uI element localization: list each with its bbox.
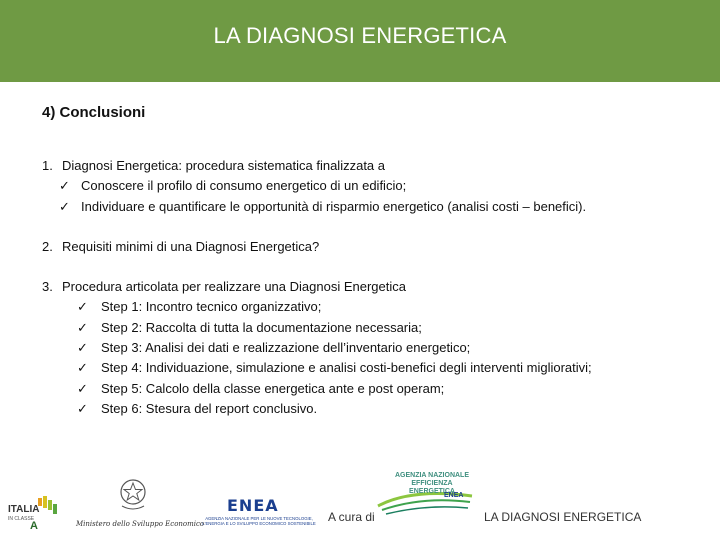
item-number: 3. — [42, 279, 53, 295]
item-number: 2. — [42, 238, 53, 254]
check-icon: ✓ — [77, 400, 88, 416]
enea-logo-subtitle: AGENZIA NAZIONALE PER LE NUOVE TECNOLOGIE, L'ENERGIA E LO SVILUPPO ECONOMICO SOSTENIBILE — [202, 516, 316, 527]
check-icon: ✓ — [77, 380, 88, 396]
header-banner — [0, 0, 720, 82]
check-icon: ✓ — [77, 360, 88, 376]
check-icon: ✓ — [77, 299, 88, 315]
sub-item — [42, 358, 592, 378]
sub-item — [42, 197, 592, 217]
italia-logo-badge: A — [30, 520, 38, 532]
cura-text: A cura di — [328, 510, 375, 524]
sub-item-text: Conoscere il profilo di consumo energetico di un edificio; — [81, 178, 407, 194]
item-text: Diagnosi Energetica: procedura sistematica finalizzata a — [62, 158, 386, 173]
sub-item-text: Step 1: Incontro tecnico organizzativo; — [101, 299, 322, 315]
section-title: 4) Conclusioni — [42, 104, 146, 121]
emblem-icon — [118, 476, 148, 512]
ministero-logo — [76, 468, 205, 534]
item-text: Requisiti minimi di una Diagnosi Energetica? — [62, 238, 320, 254]
sub-item-text: Step 6: Stesura del report conclusivo. — [101, 400, 318, 416]
sub-item — [42, 399, 592, 419]
list-item — [42, 277, 592, 297]
sub-item — [42, 318, 592, 338]
agenzia-text: AGENZIA NAZIONALE EFFICIENZA ENERGETICA — [394, 472, 470, 495]
enea-logo-word: ENEA — [227, 496, 279, 515]
list-item — [42, 156, 592, 176]
item-text: Procedura articolata per realizzare una Diagnosi Energetica — [62, 279, 406, 295]
page-title: LA DIAGNOSI ENERGETICA — [213, 23, 507, 48]
item-number: 1. — [42, 158, 53, 173]
content-list — [42, 156, 592, 419]
sub-item-text: Step 2: Raccolta di tutta la documentazione necessaria; — [101, 319, 422, 335]
ministero-text: Ministero dello Sviluppo Economico — [76, 520, 205, 528]
sub-item — [42, 379, 592, 399]
footer-title: LA DIAGNOSI ENERGETICA — [484, 510, 642, 524]
sub-item-text: Individuare e quantificare le opportunità di risparmio energetico (analisi costi – benefici). — [81, 198, 587, 214]
check-icon: ✓ — [59, 198, 70, 214]
enea-logo — [195, 496, 325, 532]
agenzia-enea: ENEA — [444, 492, 464, 499]
italia-logo-sub: IN CLASSE — [8, 516, 35, 522]
check-icon: ✓ — [77, 340, 88, 356]
footer — [0, 460, 720, 540]
check-icon: ✓ — [77, 319, 88, 335]
sub-item-text: Step 4: Individuazione, simulazione e analisi costi-benefici degli interventi migliorativi; — [101, 360, 592, 376]
sub-item-text: Step 3: Analisi dei dati e realizzazione dell’inventario energetico; — [101, 340, 471, 356]
italia-in-classe-a-logo — [8, 496, 72, 530]
sub-item — [42, 176, 592, 196]
agenzia-logo — [372, 466, 478, 530]
italia-logo-text: ITALIA — [8, 504, 40, 515]
sub-item — [42, 338, 592, 358]
list-item — [42, 237, 592, 257]
sub-item-text: Step 5: Calcolo della classe energetica ante e post operam; — [101, 380, 445, 396]
sub-item — [42, 297, 592, 317]
check-icon: ✓ — [59, 178, 70, 194]
